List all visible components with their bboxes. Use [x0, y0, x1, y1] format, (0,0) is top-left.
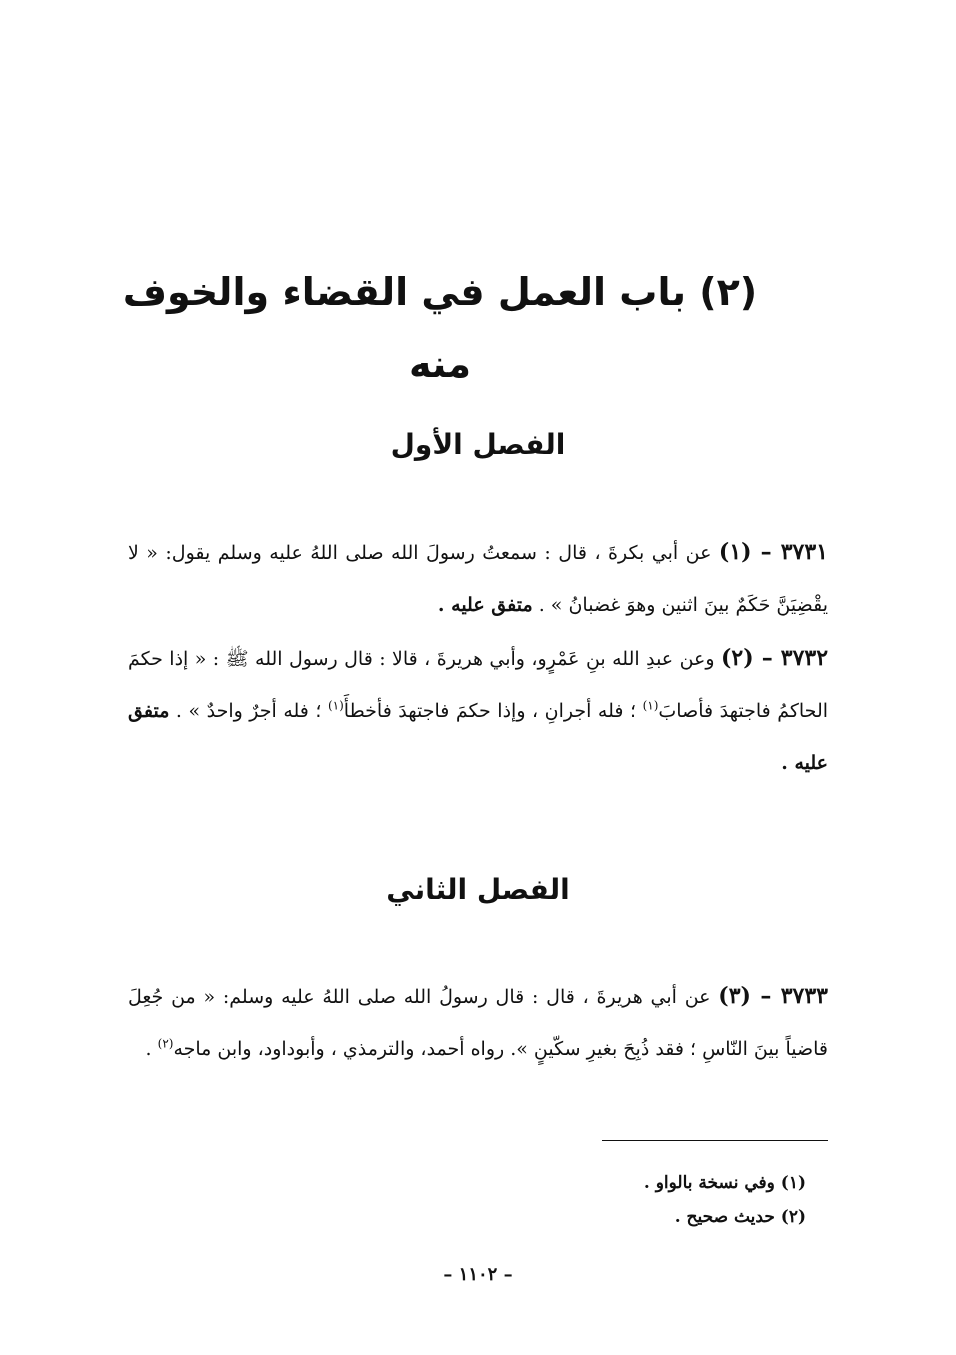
footnote-ref: (٢)	[157, 1036, 174, 1051]
footnote-ref: (١)	[327, 698, 344, 713]
hadith-3731	[128, 526, 828, 631]
hadith-number: ٣٧٣٢ – (٢)	[720, 645, 829, 671]
footnote-item: (٢) حديث صحيح .	[674, 1207, 806, 1227]
hadith-text-end: .	[145, 1038, 158, 1060]
chapter-title: (٢) باب العمل في القضاء والخوف منه	[122, 270, 758, 386]
hadith-text: ؛ فله أجرانِ ، وإذا حكمَ فاجتهدَ فأخطأَ	[343, 700, 637, 722]
hadith-3733	[128, 970, 828, 1075]
footnote-item: (١) وفي نسخة بالواو .	[643, 1173, 806, 1193]
hadith-grade: متفق عليه .	[128, 700, 828, 774]
footnote-divider	[602, 1140, 828, 1141]
section-heading-first: الفصل الأول	[390, 428, 566, 461]
footnote-ref: (١)	[642, 698, 659, 713]
hadith-text: عن أبي هريرةَ ، قال : قال رسولُ الله صلى اللهُ عليه وسلم: « من جُعِلَ قاضياً بينَ النّاسِ ؛ فقد ذُبِحَ بغيرِ سكّينٍ ». رواه أحمد، والترمذي ، وأبوداود، وابن ماجه	[128, 986, 828, 1060]
hadith-number: ٣٧٣٣ – (٣)	[718, 983, 828, 1009]
hadith-grade: متفق عليه .	[437, 594, 533, 616]
hadith-text: عن أبي بكرةَ ، قال : سمعتُ رسولَ الله صلى اللهُ عليه وسلم يقول: « لا يقْضِيَنَّ حَكَمٌ بينَ اثنين وهوَ غضبانُ » .	[128, 542, 828, 616]
section-heading-second: الفصل الثاني	[386, 873, 570, 906]
hadith-text: ؛ فله أجرٌ واحدٌ » .	[175, 700, 322, 722]
footnotes	[306, 1166, 806, 1234]
hadith-3732	[128, 632, 828, 789]
hadith-number: ٣٧٣١ – (١)	[718, 539, 828, 565]
hadith-text: وعن عبدِ الله بنِ عَمْرٍو، وأبي هريرةَ ، قالا : قال رسول الله ﷺ : « إذا حكمَ الحاكمُ فاجتهدَ فأصابَ	[128, 648, 829, 722]
page-number: – ١١٠٢ –	[443, 1264, 513, 1285]
